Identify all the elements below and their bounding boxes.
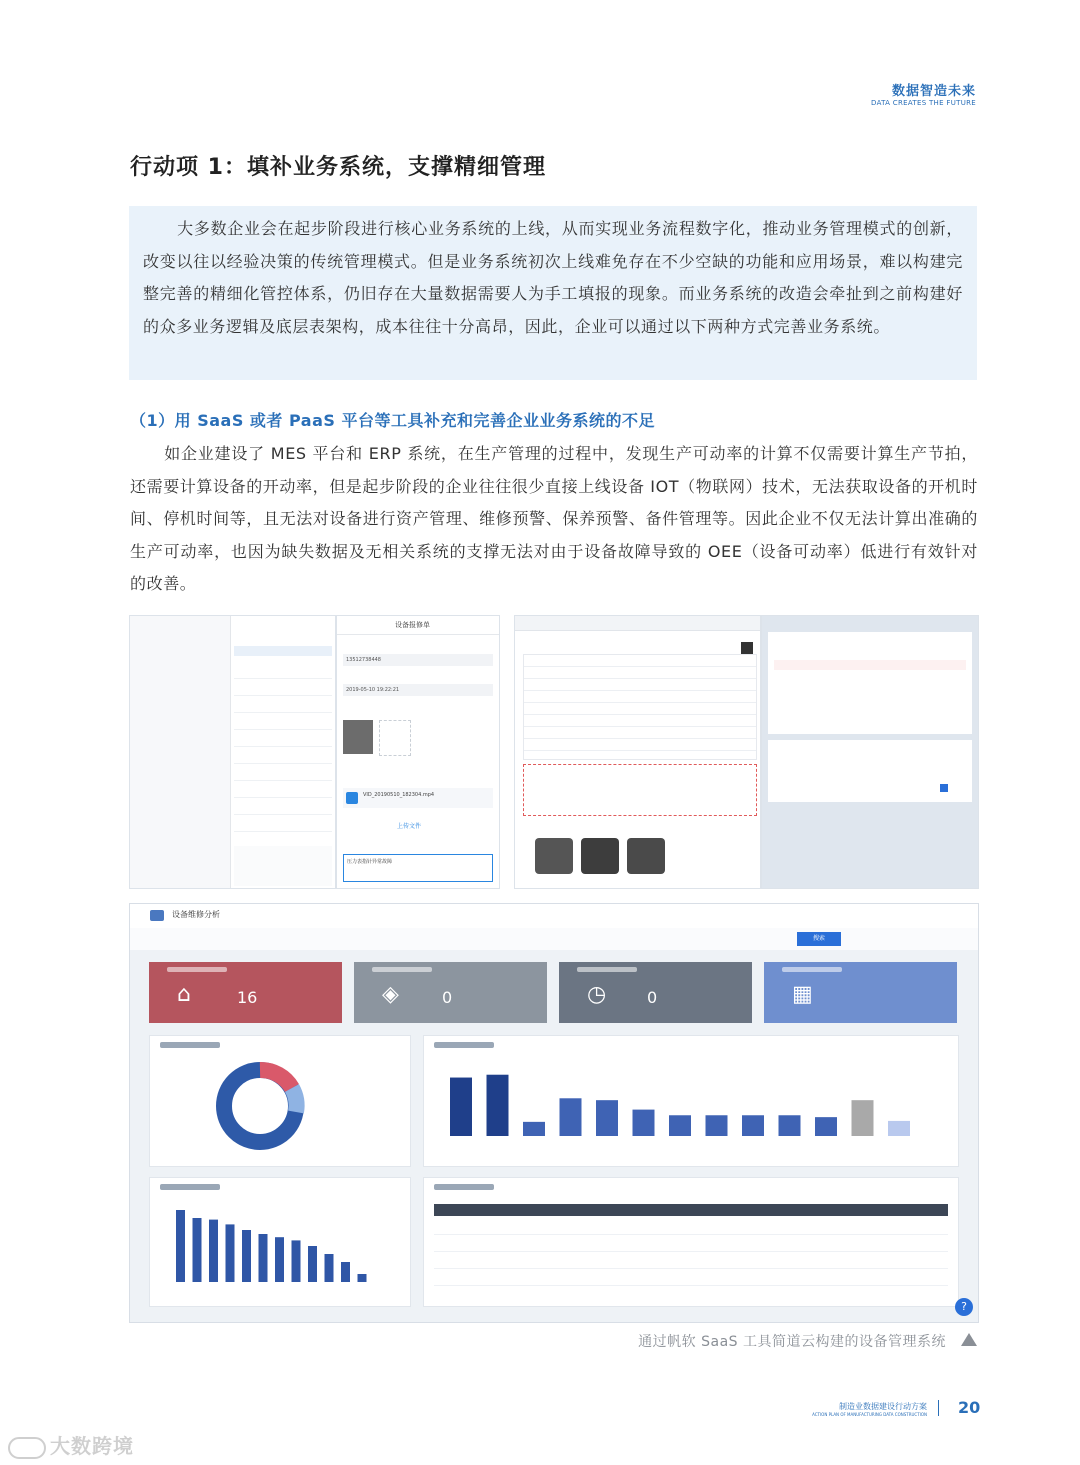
bar: [275, 1237, 284, 1282]
equipment-photo-1: [535, 838, 573, 874]
help-button[interactable]: ?: [955, 1298, 973, 1316]
upload-file-button[interactable]: 上传文件: [397, 823, 422, 830]
header-title-cn: 数据智造未来: [891, 84, 976, 99]
warning-box: [523, 764, 757, 816]
detail-table-title: [434, 1184, 494, 1190]
watermark-text: 大数跨境: [50, 1434, 134, 1458]
bar: [292, 1240, 301, 1282]
watermark: [8, 1430, 134, 1459]
bar: [779, 1115, 801, 1136]
screenshot-mobile-form: [336, 615, 500, 889]
kpi-label: [167, 967, 227, 972]
detail-tabs: [515, 616, 760, 631]
donut-slice-light: [292, 1088, 297, 1112]
play-icon: [346, 792, 358, 804]
table-header: [234, 646, 332, 656]
mobile-time-field[interactable]: 2019-05-10 19:22:21: [343, 684, 493, 696]
attachment-panel: [768, 632, 972, 734]
detail-table-rows: [434, 1218, 948, 1302]
kpi-value: 16: [237, 988, 258, 1007]
intro-box: [129, 206, 977, 380]
kpi-value: 0: [647, 988, 658, 1007]
kpi-card[interactable]: [354, 962, 547, 1023]
donut-slice-red: [260, 1070, 292, 1088]
kpi-value: 0: [442, 988, 453, 1007]
cube-icon: ◈: [382, 982, 399, 1007]
table-rows: [234, 662, 332, 842]
screenshot-attachments: [761, 615, 979, 889]
bar: [242, 1230, 251, 1282]
bar: [209, 1220, 218, 1282]
dashboard-title: 设备维修分析: [172, 910, 220, 919]
clock-icon: ◷: [587, 982, 607, 1007]
kpi-label: [577, 967, 637, 972]
bar: [259, 1234, 268, 1282]
detail-table-panel: [423, 1177, 959, 1307]
bar-chart: [424, 1036, 958, 1166]
subheading: （1）用 SaaS 或者 PaaS 平台等工具补充和完善企业业务系统的不足: [130, 411, 655, 430]
photo-thumbnail: [343, 720, 373, 754]
bar: [852, 1100, 874, 1136]
mobile-form-title: 设备报修单: [395, 621, 430, 629]
kpi-card[interactable]: [559, 962, 752, 1023]
bar: [193, 1218, 202, 1282]
bar: [633, 1110, 655, 1136]
bar: [596, 1100, 618, 1136]
bar: [742, 1115, 764, 1136]
section-title: 行动项 1：填补业务系统，支撑精细管理: [130, 155, 546, 180]
figure-caption: 通过帆软 SaaS 工具简道云构建的设备管理系统: [638, 1334, 946, 1350]
footer-title-cn: 制造业数据建设行动方案: [839, 1402, 927, 1411]
bar: [706, 1115, 728, 1136]
donut-chart: [150, 1036, 410, 1166]
dashboard-titlebar: [130, 904, 978, 929]
page-number: 20: [958, 1398, 981, 1417]
bar: [523, 1122, 545, 1136]
sidebar-menu: [130, 616, 231, 888]
small-bar-chart: [150, 1178, 410, 1306]
caption-triangle-icon: [961, 1333, 977, 1346]
kpi-label: [372, 967, 432, 972]
video-file-name: VID_20190510_182304.mp4: [363, 792, 435, 798]
bar: [487, 1075, 509, 1136]
equipment-photo-2: [581, 838, 619, 874]
qr-code: [741, 642, 753, 654]
donut-panel: [149, 1035, 411, 1167]
dashboard-logo-icon: [150, 910, 164, 921]
mobile-phone-field[interactable]: 13512738448: [343, 654, 493, 666]
bar: [176, 1210, 185, 1282]
kpi-label: [782, 967, 842, 972]
bar: [341, 1262, 350, 1282]
photo-add-slot[interactable]: [379, 720, 411, 756]
attachment-file[interactable]: [774, 660, 966, 670]
kpi-card[interactable]: [764, 962, 957, 1023]
equipment-photo-3: [627, 838, 665, 874]
intro-paragraph: 大多数企业会在起步阶段进行核心业务系统的上线，从而实现业务流程数字化，推动业务管理模式的创新，改变以往以经验决策的传统管理模式。但是业务系统初次上线难免存在不少空缺的功能和应用场景，难以构建完整完善的精细化管控体系，仍旧存在大量数据需要人为手工填报的现象。而业务系统的改造会牵扯到之前构建好的众多业务逻辑及底层表架构，成本往往十分高昂，因此，企业可以通过以下两种方式完善业务系统。: [143, 219, 963, 336]
bar: [325, 1254, 334, 1282]
watermark-logo-icon: [8, 1437, 46, 1459]
kpi-card[interactable]: [149, 962, 342, 1023]
bar: [450, 1078, 472, 1136]
mobile-description-field[interactable]: 压力表指针异常故障: [343, 854, 493, 882]
detail-fields: [523, 654, 757, 760]
footer-separator: [938, 1400, 939, 1416]
building-icon: ▦: [792, 982, 813, 1007]
bar: [560, 1098, 582, 1136]
footer-title-en: ACTION PLAN OF MANUFACTURING DATA CONSTRUCTION: [812, 1412, 927, 1417]
bar: [669, 1115, 691, 1136]
screenshot-detail-form: [514, 615, 761, 889]
list-footer: [234, 846, 332, 886]
spare-parts-panel: [768, 740, 972, 802]
pagination-active[interactable]: [940, 784, 948, 792]
body-paragraph-wrap: [130, 438, 978, 601]
body-paragraph: 如企业建设了 MES 平台和 ERP 系统，在生产管理的过程中，发现生产可动率的计算不仅需要计算生产节拍，还需要计算设备的开动率，但是起步阶段的企业往往很少直接上线设备 IOT（物联网）技术，无法获取设备的开机时间、停机时间等，且无法对设备进行资产管理、维修预警、保养预警、备件管理等。因此企业不仅无法计算出准确的生产可动率，也因为缺失数据及无相关系统的支撑无法对由于设备故障导致的 OEE（设备可动率）低进行有效针对的改善。: [130, 444, 978, 593]
filter-bar: [130, 928, 978, 950]
house-icon: ⌂: [177, 982, 191, 1007]
small-bar-panel: [149, 1177, 411, 1307]
bar-chart-panel: [423, 1035, 959, 1167]
bar: [888, 1121, 910, 1136]
screenshot-list-panel: [129, 615, 336, 889]
bar: [308, 1246, 317, 1282]
bar: [358, 1274, 367, 1282]
bar: [815, 1117, 837, 1136]
search-button[interactable]: 搜索: [797, 932, 841, 946]
detail-table-header: [434, 1204, 948, 1216]
bar: [226, 1224, 235, 1282]
video-file-item[interactable]: [343, 788, 493, 808]
header-title-en: DATA CREATES THE FUTURE: [871, 99, 976, 107]
